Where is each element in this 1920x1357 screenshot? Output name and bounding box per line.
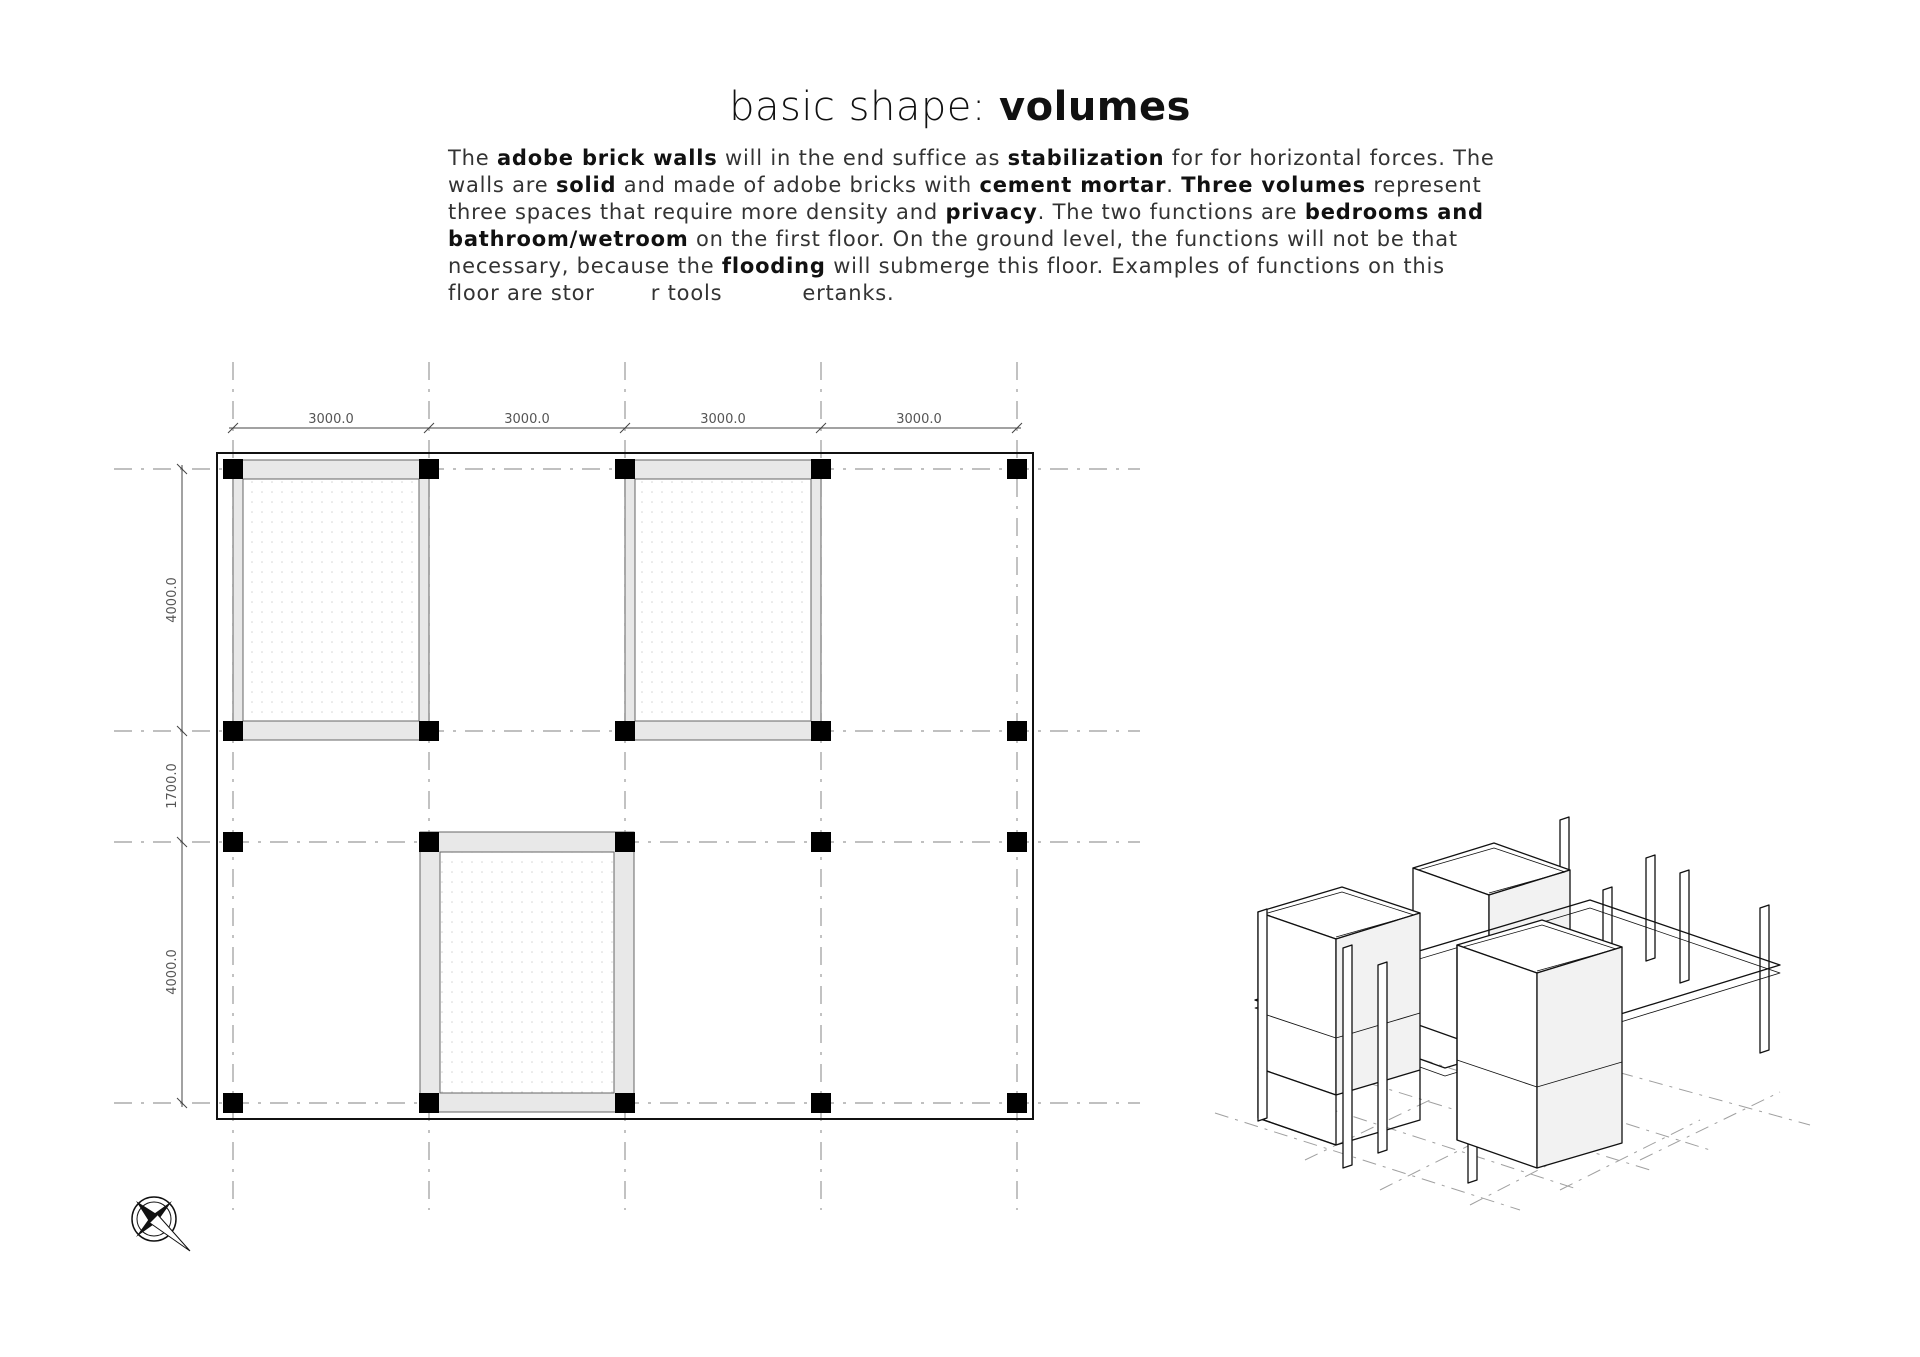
emphasized-term: stabilization [1007,146,1165,170]
emphasized-term: solid [555,173,617,197]
text-segment: on the first floor. On the ground level, the functions will not be that [688,227,1458,251]
text-segment: The [448,146,497,170]
dim-label-v-1: 4000.0 [165,577,180,623]
text-segment: necessary, because the [448,254,722,278]
dim-label-v-3: 4000.0 [165,949,180,995]
page-title: basic shape: volumes [729,84,1191,130]
axo-volume-front [1457,920,1622,1168]
dim-label-h-3: 3000.0 [700,412,746,427]
dim-label-v-2: 1700.0 [165,763,180,809]
volume-room-1 [233,460,429,740]
text-segment: walls are [448,173,556,197]
emphasized-term: adobe brick walls [496,146,718,170]
text-segment: r tools [650,281,723,305]
text-segment: will submerge this floor. Examples of functions on this [825,254,1445,278]
text-segment: will in the end suffice as [717,146,1008,170]
dim-label-h-4: 3000.0 [896,412,942,427]
dimension-vertical [165,464,187,1108]
text-segment: and made of adobe bricks with [616,173,980,197]
emphasized-term: bedrooms and [1304,200,1484,224]
compass-north-arrow-icon [132,1197,190,1251]
emphasized-term: privacy [945,200,1038,224]
text-segment: floor are stor [448,281,595,305]
volume-room-2 [625,460,821,740]
axo-volume-left [1258,887,1420,1145]
dim-label-h-1: 3000.0 [308,412,354,427]
emphasized-term: bathroom/wetroom [448,227,689,251]
emphasized-term: Three volumes [1181,173,1366,197]
text-segment: three spaces that require more density and [448,200,946,224]
text-segment: . [1166,173,1182,197]
text-segment: represent [1365,173,1482,197]
axonometric-view [1215,817,1810,1210]
text-segment: . The two functions are [1037,200,1305,224]
volume-room-3 [420,832,634,1112]
floor-plan [114,362,1140,1251]
text-segment: ertanks. [802,281,895,305]
emphasized-term: flooding [721,254,826,278]
emphasized-term: cement mortar [979,173,1167,197]
text-segment: for for horizontal forces. The [1164,146,1495,170]
dim-label-h-2: 3000.0 [504,412,550,427]
